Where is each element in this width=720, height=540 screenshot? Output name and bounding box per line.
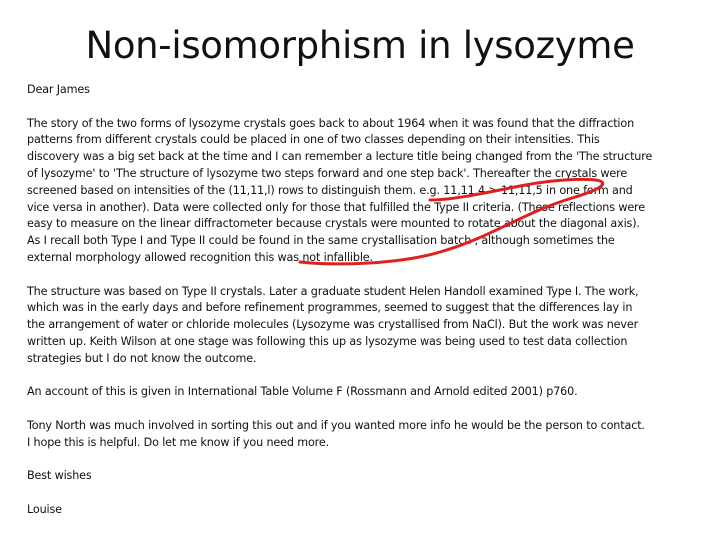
- text-line: An account of this is given in International Table Volume F (Rossmann and Arnold edited 2001) p760.: [27, 385, 578, 399]
- text-line: which was in the early days and before refinement programmes, seemed to suggest that the differences lay in: [27, 301, 633, 315]
- closing: Best wishes: [27, 469, 92, 483]
- signature: Louise: [27, 502, 62, 516]
- text-line: external morphology allowed recognition this was not infallible.: [27, 250, 373, 264]
- text-line: strategies but I do not know the outcome.: [27, 351, 257, 365]
- text-line: Tony North was much involved in sorting this out and if you wanted more info he would be the person to contact.: [27, 418, 645, 432]
- paragraph-2: [27, 284, 707, 368]
- text-line: The story of the two forms of lysozyme crystals goes back to about 1964 when it was found that the diffraction: [27, 116, 635, 130]
- text-line: discovery was a big set back at the time and I can remember a lecture title being changed from the 'The structure: [27, 150, 653, 164]
- text-line: written up. Keith Wilson at one stage was following this up as lysozyme was being used to test data collection: [27, 334, 628, 348]
- text-line: The structure was based on Type II crystals. Later a graduate student Helen Handoll examined Type I. The work,: [27, 284, 639, 298]
- text-line: of lysozyme' to 'The structure of lysozyme two steps forward and one step back'. Thereafter the crystals were: [27, 166, 628, 180]
- paragraph-1: [27, 116, 707, 267]
- text-line: the arrangement of water or chloride molecules (Lysozyme was crystallised from NaCl). But the work was never: [27, 318, 639, 332]
- text-line: patterns from different crystals could be placed in one of two classes depending on their intensities. This: [27, 133, 600, 147]
- letter-body: [27, 82, 707, 519]
- text-line: screened based on intensities of the (11,11,l) rows to distinguish them. e.g. 11,11,4 > 11,11,5 in one form and: [27, 183, 633, 197]
- slide-title: Non-isomorphism in lysozyme: [85, 24, 635, 67]
- paragraph-4: [27, 418, 707, 452]
- text-line: vice versa in another). Data were collected only for those that fulfilled the Type II criteria. (These reflections were: [27, 200, 645, 214]
- paragraph-3: [27, 384, 707, 401]
- text-line: easy to measure on the linear diffractometer because crystals were mounted to rotate about the diagonal axis).: [27, 217, 640, 231]
- text-line: I hope this is helpful. Do let me know if you need more.: [27, 435, 329, 449]
- text-line: As I recall both Type I and Type II could be found in the same crystallisation batch , although sometimes the: [27, 234, 615, 248]
- greeting: Dear James: [27, 83, 90, 96]
